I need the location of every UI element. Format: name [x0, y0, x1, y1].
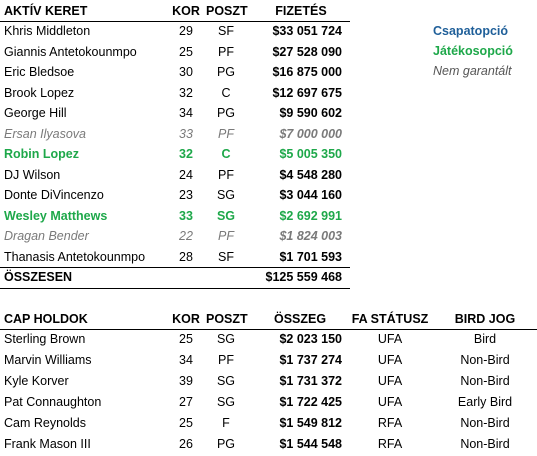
roster-cell-name: Khris Middleton [4, 24, 91, 38]
roster-cell-name: Dragan Bender [4, 229, 89, 243]
roster-cell-fizetes: $1 824 003 [279, 229, 342, 243]
roster-cell-poszt: PG [216, 65, 236, 79]
cap-hold-cell-bird-jog: Non-Bird [460, 374, 510, 388]
cap-hold-cell-kor: 34 [179, 353, 193, 367]
roster-cell-kor: 32 [179, 85, 193, 100]
cap-hold-cell-name: Cam Reynolds [4, 416, 86, 430]
roster-cell-poszt: SF [218, 249, 234, 264]
cap-hold-cell-osszeg: $1 544 548 [279, 437, 342, 451]
roster-cell-fizetes: $2 692 991 [279, 208, 342, 223]
cap-holds-header-fa-status: FA STÁTUSZ [351, 312, 429, 326]
roster-cell-kor: 28 [179, 249, 193, 264]
roster-cell-fizetes: $33 051 724 [272, 24, 342, 38]
cap-holds-header-row [0, 309, 537, 330]
roster-row [0, 42, 350, 63]
roster-row [0, 165, 350, 186]
roster-cell-fizetes: $12 697 675 [272, 85, 342, 100]
cap-hold-cell-kor: 27 [179, 395, 193, 409]
roster-row [0, 124, 350, 145]
cap-hold-cell-osszeg: $1 722 425 [279, 395, 342, 409]
cap-hold-cell-name: Frank Mason III [4, 437, 91, 451]
roster-row [0, 144, 350, 165]
cap-hold-cell-osszeg: $1 731 372 [279, 374, 342, 388]
roster-cell-poszt: PG [216, 106, 236, 120]
roster-header-row [0, 1, 350, 22]
roster-cell-name: Wesley Matthews [4, 208, 108, 223]
roster-cell-fizetes: $5 005 350 [279, 147, 342, 161]
roster-cell-name: Giannis Antetokounmpo [4, 44, 137, 59]
roster-header-name: AKTÍV KERET [4, 4, 88, 18]
roster-cell-kor: 34 [179, 106, 193, 120]
cap-hold-cell-poszt: PF [218, 353, 234, 367]
roster-cell-name: DJ Wilson [4, 167, 61, 182]
legend-player-option: Játékosopció [433, 44, 513, 58]
cap-hold-row [0, 413, 537, 434]
roster-cell-name: George Hill [4, 106, 67, 120]
roster-total-row [0, 267, 350, 288]
roster-cell-poszt: C [221, 85, 231, 100]
roster-cell-poszt: PF [218, 229, 234, 243]
cap-hold-cell-bird-jog: Non-Bird [460, 353, 510, 367]
cap-hold-cell-osszeg: $1 737 274 [279, 353, 342, 367]
cap-hold-cell-name: Sterling Brown [4, 332, 86, 346]
roster-row [0, 103, 350, 124]
legend-team-option: Csapatopció [433, 24, 509, 38]
roster-cell-poszt: SF [218, 24, 234, 38]
roster-cell-fizetes: $4 548 280 [279, 167, 342, 182]
cap-hold-cell-fa-status: UFA [377, 332, 403, 346]
cap-hold-cell-fa-status: UFA [377, 374, 403, 388]
cap-holds-header-osszeg: ÖSSZEG [274, 312, 327, 326]
cap-hold-row [0, 392, 537, 413]
roster-header-fizetes: FIZETÉS [275, 4, 327, 18]
cap-hold-cell-poszt: F [222, 416, 230, 430]
cap-hold-cell-poszt: SG [216, 332, 236, 346]
roster-cell-name: Brook Lopez [4, 85, 75, 100]
cap-hold-cell-fa-status: UFA [377, 353, 403, 367]
cap-hold-cell-poszt: SG [216, 395, 236, 409]
cap-hold-cell-fa-status: UFA [377, 395, 403, 409]
cap-hold-cell-kor: 25 [179, 416, 193, 430]
roster-cell-fizetes: $7 000 000 [279, 126, 342, 141]
cap-hold-cell-bird-jog: Bird [473, 332, 497, 346]
roster-cell-poszt: C [221, 147, 231, 161]
cap-hold-cell-name: Kyle Korver [4, 374, 69, 388]
cap-hold-cell-name: Pat Connaughton [4, 395, 102, 409]
cap-hold-row [0, 434, 537, 455]
cap-hold-row [0, 329, 537, 350]
legend-non-guaranteed: Nem garantált [433, 64, 512, 78]
cap-hold-cell-kor: 25 [179, 332, 193, 346]
roster-cell-poszt: PF [218, 167, 234, 182]
cap-hold-cell-bird-jog: Non-Bird [460, 416, 510, 430]
roster-cell-name: Donte DiVincenzo [4, 188, 104, 202]
cap-hold-cell-bird-jog: Early Bird [457, 395, 513, 409]
cap-hold-cell-osszeg: $1 549 812 [279, 416, 342, 430]
roster-cell-kor: 33 [179, 126, 193, 141]
cap-hold-cell-kor: 26 [179, 437, 193, 451]
roster-header-poszt: POSZT [206, 4, 248, 18]
roster-cell-kor: 32 [179, 147, 193, 161]
roster-row [0, 62, 350, 83]
cap-holds-header-name: CAP HOLDOK [4, 312, 88, 326]
cap-holds-header-poszt: POSZT [206, 312, 248, 326]
roster-cell-kor: 29 [179, 24, 193, 38]
roster-cell-poszt: SG [216, 208, 236, 223]
roster-cell-fizetes: $16 875 000 [272, 65, 342, 79]
roster-cell-kor: 33 [179, 208, 193, 223]
roster-cell-kor: 24 [179, 167, 193, 182]
cap-holds-header-kor: KOR [172, 312, 200, 326]
roster-total-label: ÖSSZESEN [4, 270, 73, 284]
roster-cell-kor: 22 [179, 229, 193, 243]
roster-cell-name: Robin Lopez [4, 147, 79, 161]
roster-cell-poszt: PF [218, 126, 234, 141]
roster-row [0, 83, 350, 104]
roster-total-value: $125 559 468 [265, 270, 342, 284]
roster-cell-fizetes: $27 528 090 [272, 44, 342, 59]
cap-hold-row [0, 371, 537, 392]
roster-header-kor: KOR [172, 4, 200, 18]
cap-hold-cell-poszt: PG [216, 437, 236, 451]
roster-row [0, 185, 350, 206]
cap-hold-cell-osszeg: $2 023 150 [279, 332, 342, 346]
cap-hold-cell-name: Marvin Williams [4, 353, 92, 367]
cap-holds-header-bird-jog: BIRD JOG [454, 312, 516, 326]
cap-hold-cell-bird-jog: Non-Bird [460, 437, 510, 451]
roster-cell-name: Ersan Ilyasova [4, 126, 86, 141]
roster-cell-name: Thanasis Antetokounmpo [4, 249, 146, 264]
roster-row [0, 21, 350, 42]
roster-cell-fizetes: $1 701 593 [279, 249, 342, 264]
cap-hold-cell-kor: 39 [179, 374, 193, 388]
roster-cell-fizetes: $3 044 160 [279, 188, 342, 202]
roster-cell-kor: 30 [179, 65, 193, 79]
roster-total-bottom-divider [0, 288, 350, 289]
roster-row [0, 206, 350, 227]
roster-cell-poszt: SG [216, 188, 236, 202]
roster-row [0, 226, 350, 247]
roster-cell-name: Eric Bledsoe [4, 65, 75, 79]
roster-cell-fizetes: $9 590 602 [279, 106, 342, 120]
roster-cell-kor: 25 [179, 44, 193, 59]
roster-row [0, 247, 350, 268]
roster-cell-kor: 23 [179, 188, 193, 202]
cap-hold-cell-poszt: SG [216, 374, 236, 388]
cap-hold-row [0, 350, 537, 371]
roster-cell-poszt: PF [218, 44, 234, 59]
cap-hold-cell-fa-status: RFA [377, 437, 403, 451]
cap-hold-cell-fa-status: RFA [377, 416, 403, 430]
